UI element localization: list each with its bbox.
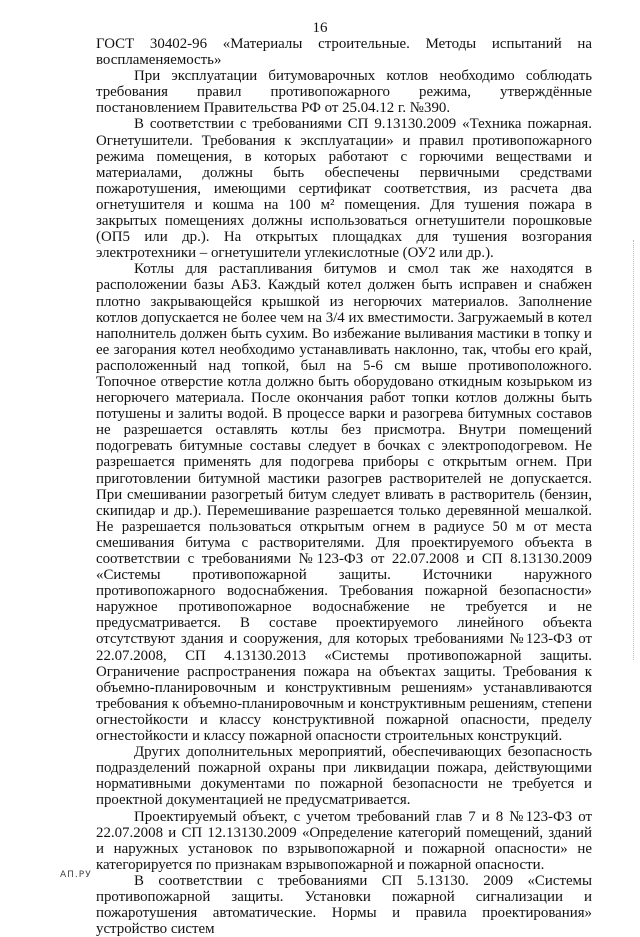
paragraph-additional-measures: Других дополнительных мероприятий, обеспечивающих безопасность подразделений пожарной охраны при ликвидации пожара, действующими нормативными документами по пожарной безопасности не требуется и проектной документацией не предусматривается. — [96, 744, 592, 809]
paragraph-fire-alarm-systems: В соответствии с требованиями СП 5.13130. 2009 «Системы противопожарной защиты. Установки пожарной сигнализации и пожаротушения автоматические. Нормы и правила проектирования» устройство систем — [96, 872, 592, 937]
paragraph-fire-extinguishers: В соответствии с требованиями СП 9.13130.2009 «Техника пожарная. Огнетушители. Требования к эксплуатации» и правил противопожарного режима помещения, в которых работают с горючими веществами и материалами, должны быть обеспечены первичными средствами пожаротушения, имеющими сертификат соответствия, из расчета два огнетушителя и кошма на 100 м² помещения. Для тушения пожара в закрытых помещениях должны использоваться огнетушители порошковые (ОП5 или др.). На открытых площадках для тушения возгорания электротехники – огнетушители углекислотные (ОУ2 или др.). — [96, 116, 592, 262]
document-body — [96, 36, 592, 937]
scan-edge-marks — [630, 240, 634, 660]
paragraph-boiler-operation: Котлы для растапливания битумов и смол так же находятся в расположении базы АБЗ. Каждый котел должен быть исправен и снабжен плотно закрывающейся крышкой из негорючих материалов. Заполнение котлов допускается не более чем на 3/4 их вместимости. Загружаемый в котел наполнитель должен быть сухим. Во избежание выливания мастики в топку и ее загорания котел необходимо устанавливать наклонно, так, чтобы его край, расположенный над топкой, был на 5-6 см выше противоположного. Топочное отверстие котла должно быть оборудовано откидным козырьком из негорючего материала. После окончания работ топки котлов должны быть потушены и залиты водой. В процессе варки и разогрева битумных составов не разрешается оставлять котлы без присмотра. Внутри помещений подогревать битумные составы следует в бочках с электроподогревом. Не разрешается применять для подогрева приборы с открытым огнем. При приготовлении битумной мастики разогрев растворителей не допускается. При смешивании разогретый битум следует вливать в растворитель (бензин, скипидар и др.). Перемешивание разрешается только деревянной мешалкой. Не разрешается пользоваться открытым огнем в радиусе 50 м от места смешивания битума с растворителями. Для проектируемого объекта в соответствии с требованиями №123-ФЗ от 22.07.2008 и СП 8.13130.2009 «Системы противопожарной защиты. Источники наружного противопожарного водоснабжения. Требования пожарной безопасности» наружное противопожарное водоснабжение не требуется и не предусматривается. В составе проектируемого линейного объекта отсутствуют здания и сооружения, для которых требованиями №123-ФЗ от 22.07.2008, СП 4.13130.2013 «Системы противопожарной защиты. Ограничение распространения пожара на объектах защиты. Требования к объемно-планировочным и конструктивным решениям» устанавливаются требования к объемно-планировочным и конструктивным решениям, степени огнестойкости и классу конструктивной пожарной опасности, пределу огнестойкости и классу пожарной опасности строительных конструкций. — [96, 261, 592, 745]
page-number: 16 — [312, 20, 328, 36]
paragraph-bitumen-boilers-rules: При эксплуатации битумоварочных котлов необходимо соблюдать требования правил противопожарного режима, утверждённые постановлением Правительства РФ от 25.04.12 г. №390. — [96, 68, 592, 117]
paragraph-object-category: Проектируемый объект, с учетом требований глав 7 и 8 №123-ФЗ от 22.07.2008 и СП 12.13130.2009 «Определение категорий помещений, зданий и наружных установок по взрывопожарной и пожарной опасности» не категорируется по признакам взрывопожарной и пожарной опасности. — [96, 808, 592, 873]
watermark: АП.РУ — [60, 870, 92, 880]
paragraph-gost-reference: ГОСТ 30402-96 «Материалы строительные. Методы испытаний на воспламеняемость» — [96, 36, 592, 69]
